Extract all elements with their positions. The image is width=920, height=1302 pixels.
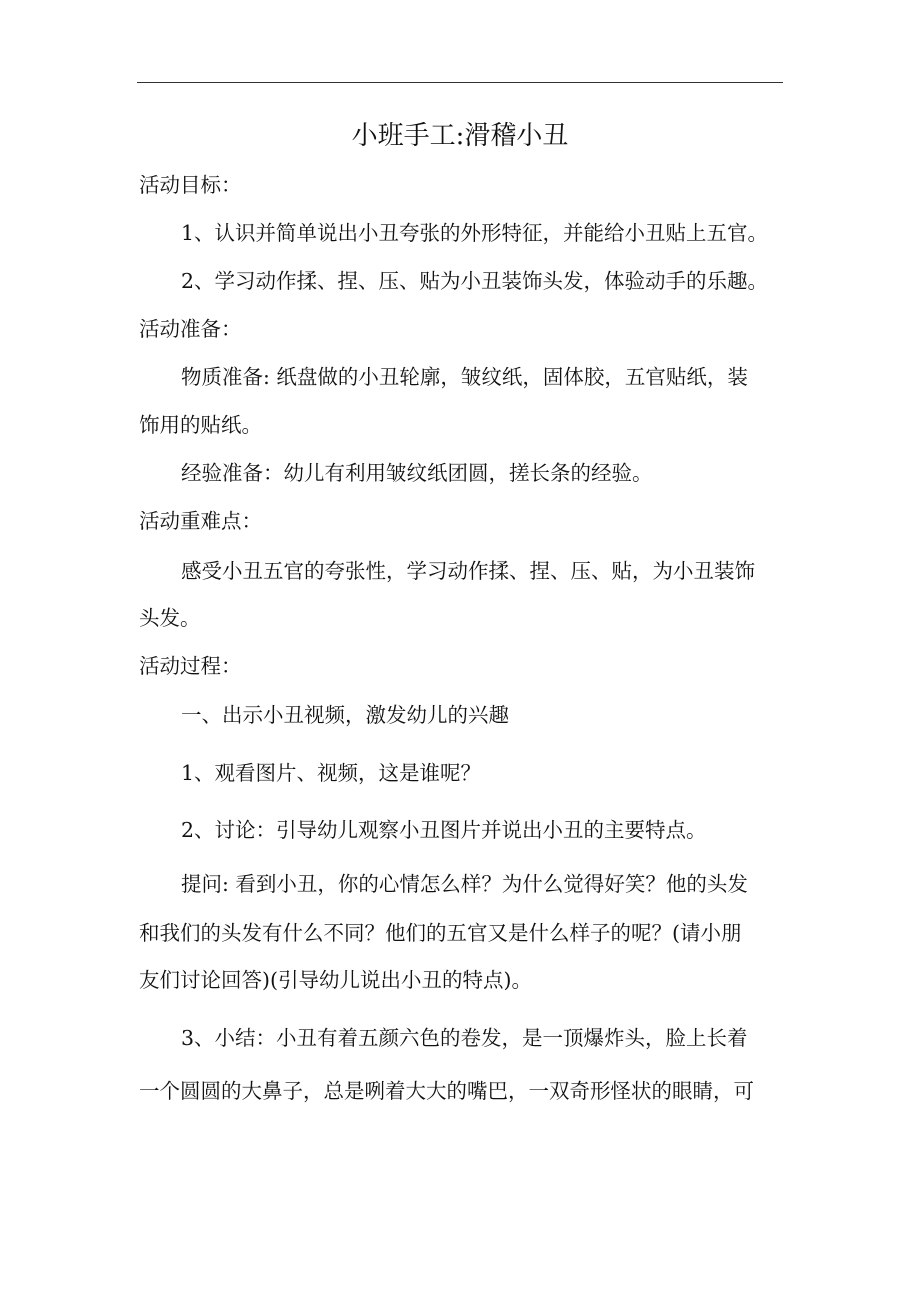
section-heading-preparation: 活动准备：	[139, 317, 242, 341]
experience-prep: 经验准备：幼儿有利用皱纹纸团圆，搓长条的经验。	[181, 461, 653, 485]
header-rule	[137, 82, 783, 83]
question-line-2: 和我们的头发有什么不同？他们的五官又是什么样子的呢？(请小朋	[139, 921, 742, 945]
question-line-3: 友们讨论回答)(引导幼儿说出小丑的特点)。	[139, 968, 532, 992]
summary-line-2: 一个圆圆的大鼻子，总是咧着大大的嘴巴，一双奇形怪状的眼睛，可	[139, 1079, 754, 1103]
section-heading-process: 活动过程：	[139, 654, 242, 678]
document-title: 小班手工:滑稽小丑	[351, 121, 569, 151]
section-heading-key-points: 活动重难点：	[139, 509, 262, 533]
key-points-line-2: 头发。	[139, 606, 201, 630]
process-step-1-heading: 一、出示小丑视频，激发幼儿的兴趣	[181, 703, 509, 727]
question-line-1: 提问: 看到小丑，你的心情怎么样？为什么觉得好笑？他的头发	[181, 872, 748, 896]
process-item-1: 1、观看图片、视频，这是谁呢？	[181, 761, 482, 785]
goal-item-2: 2、学习动作揉、捏、压、贴为小丑装饰头发，体验动手的乐趣。	[181, 269, 769, 293]
summary-line-1: 3、小结：小丑有着五颜六色的卷发，是一顶爆炸头，脸上长着	[181, 1026, 748, 1050]
goal-item-1: 1、认识并简单说出小丑夸张的外形特征，并能给小丑贴上五官。	[181, 221, 769, 245]
key-points-line-1: 感受小丑五官的夸张性，学习动作揉、捏、压、贴，为小丑装饰	[181, 559, 755, 583]
material-prep-line-2: 饰用的贴纸。	[139, 413, 262, 437]
material-prep-line-1: 物质准备: 纸盘做的小丑轮廓，皱纹纸，固体胶，五官贴纸，装	[181, 365, 748, 389]
process-item-2: 2、讨论：引导幼儿观察小丑图片并说出小丑的主要特点。	[181, 818, 707, 842]
section-heading-goals: 活动目标：	[139, 173, 242, 197]
